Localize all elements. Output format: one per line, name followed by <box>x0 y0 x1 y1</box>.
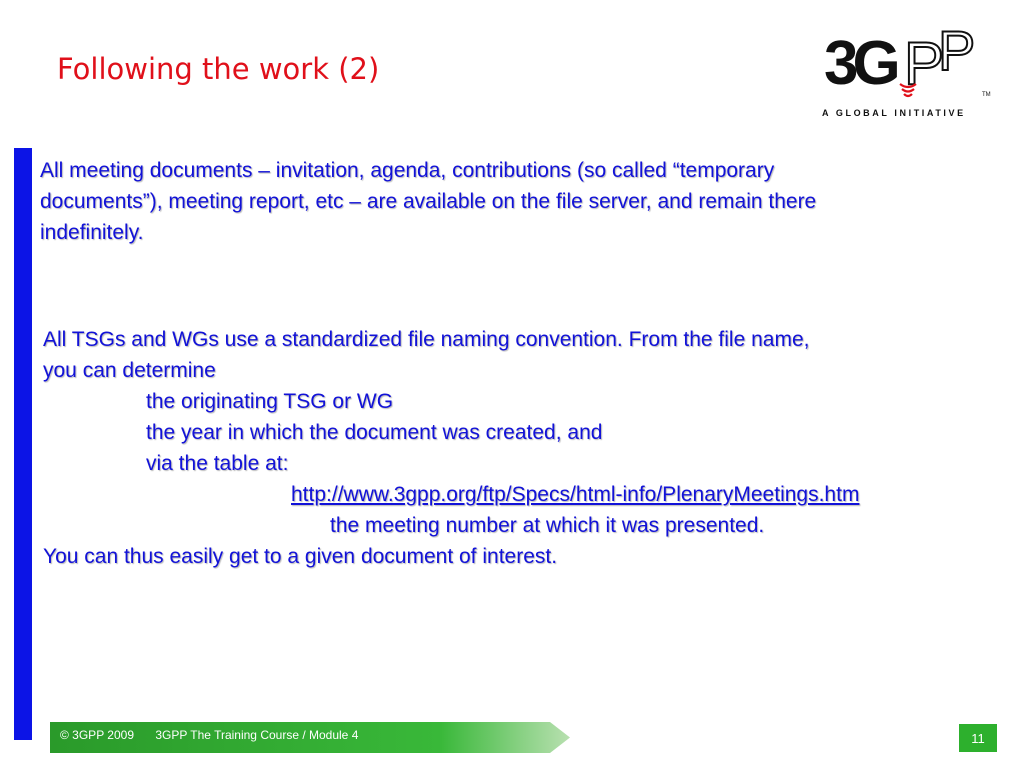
3gpp-logo <box>822 18 1002 128</box>
paragraph-naming-convention <box>43 324 1003 572</box>
left-accent-bar <box>14 148 32 740</box>
paragraph-file-server <box>40 155 1000 248</box>
svg-text:P: P <box>938 19 976 82</box>
svg-text:P: P <box>904 30 945 97</box>
paragraph1-line: indefinitely. <box>40 221 144 244</box>
3gpp-logo-mark-icon <box>822 18 1002 108</box>
page-number: 11 <box>959 724 997 752</box>
list-item-year: the year in which the document was created, and <box>146 421 603 444</box>
logo-tagline: A GLOBAL INITIATIVE <box>822 108 966 118</box>
list-item-meeting-number: the meeting number at which it was presented. <box>330 514 765 537</box>
slide-title: Following the work (2) <box>57 52 380 86</box>
footer-banner <box>50 722 570 753</box>
paragraph1-line: documents”), meeting report, etc – are available on the file server, and remain there <box>40 190 817 213</box>
paragraph2-line: you can determine <box>43 359 216 382</box>
paragraph2-closing: You can thus easily get to a given document of interest. <box>43 545 558 568</box>
plenary-meetings-link[interactable]: http://www.3gpp.org/ftp/Specs/html-info/PlenaryMeetings.htm <box>291 483 860 506</box>
svg-text:3G: 3G <box>824 29 895 98</box>
footer-course: 3GPP The Training Course / Module 4 <box>155 728 359 742</box>
footer-copyright: © 3GPP 2009 <box>60 728 135 742</box>
link-line <box>43 479 1003 510</box>
paragraph1-line: All meeting documents – invitation, agenda, contributions (so called “temporary <box>40 159 775 182</box>
list-item-originating-group: the originating TSG or WG <box>146 390 394 413</box>
list-item-table: via the table at: <box>146 452 289 475</box>
paragraph2-line: All TSGs and WGs use a standardized file naming convention. From the file name, <box>43 328 810 351</box>
trademark-label: TM <box>982 92 991 98</box>
